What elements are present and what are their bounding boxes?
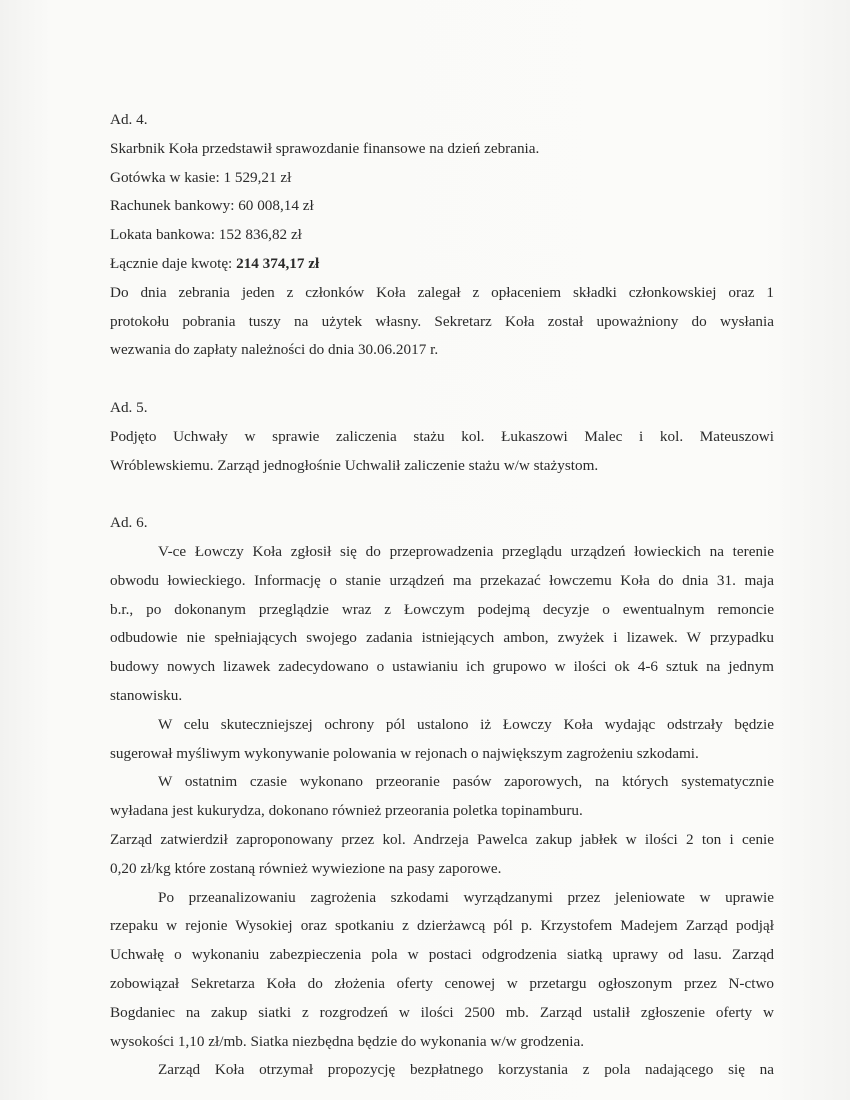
text-line: 0,20 zł/kg które zostaną również wywiezione na pasy zaporowe.: [110, 859, 502, 877]
text-line: W celu skuteczniejszej ochrony pól ustalono iż Łowczy Koła wydając odstrzały będzie: [158, 715, 774, 733]
text-line: rzepaku w rejonie Wysokiej oraz spotkaniu z dzierżawcą pól p. Krzystofem Madejem Zarząd podjął: [110, 917, 774, 935]
paragraph-gap: [110, 480, 774, 509]
text-line-total: [110, 250, 774, 279]
text-line: b.r., po dokonanym przeglądzie wraz z Łowczym podejmą decyzje o ewentualnym remoncie: [110, 600, 774, 618]
text-line: wyładana jest kukurydza, dokonano również przeorania poletka topinamburu.: [110, 802, 583, 820]
document-body: [110, 106, 774, 1085]
total-amount: 214 374,17 zł: [236, 254, 320, 272]
text-line: V-ce Łowczy Koła zgłosił się do przeprowadzenia przeglądu urządzeń łowieckich na terenie: [158, 542, 774, 560]
text-line: wysokości 1,10 zł/mb. Siatka niezbędna będzie do wykonania w/w grodzenia.: [110, 1032, 585, 1050]
total-label: Łącznie daje kwotę:: [110, 254, 237, 272]
text-line: protokołu pobrania tuszy na użytek własny. Sekretarz Koła został upoważniony do wysłania: [110, 312, 774, 330]
text-line: Uchwałę o wykonaniu zabezpieczenia pola w postaci odgrodzenia siatką uprawy od lasu. Zarząd: [110, 946, 774, 964]
text-line: W ostatnim czasie wykonano przeoranie pasów zaporowych, na których systematycznie: [158, 773, 774, 791]
text-line: odbudowie nie spełniających swojego zadania istniejących ambon, zwyżek i lizawek. W przypadku: [110, 629, 774, 647]
text-line: Bogdaniec na zakup siatki z rozgrodzeń w ilości 2500 mb. Zarząd ustalił zgłoszenie oferty w: [110, 1003, 774, 1021]
text-line: zobowiązał Sekretarza Koła do złożenia oferty cenowej w przetargu ogłoszonym przez N-ctwo: [110, 974, 774, 992]
text-line: Do dnia zebrania jeden z członków Koła zalegał z opłaceniem składki członkowskiej oraz 1: [110, 283, 774, 301]
section-heading-ad5: Ad. 5.: [110, 398, 148, 416]
text-line-bank-account: Rachunek bankowy: 60 008,14 zł: [110, 197, 314, 215]
text-line: budowy nowych lizawek zadecydowano o ustawianiu ich grupowo w ilości ok 4-6 sztuk na jednym: [110, 658, 774, 676]
text-line: Podjęto Uchwały w sprawie zaliczenia stażu kol. Łukaszowi Malec i kol. Mateuszowi: [110, 427, 774, 445]
text-line: Skarbnik Koła przedstawił sprawozdanie finansowe na dzień zebrania.: [110, 139, 540, 157]
text-line: Po przeanalizowaniu zagrożenia szkodami wyrządzanymi przez jeleniowate w uprawie: [158, 888, 774, 906]
section-heading-ad6: Ad. 6.: [110, 514, 148, 532]
text-line: wezwania do zapłaty należności do dnia 30.06.2017 r.: [110, 341, 439, 359]
paragraph-gap: [110, 365, 774, 394]
text-line-bank-deposit: Lokata bankowa: 152 836,82 zł: [110, 226, 302, 244]
text-line: obwodu łowieckiego. Informację o stanie urządzeń ma przekazać łowczemu Koła do dnia 31. maja: [110, 571, 774, 589]
section-heading-ad4: Ad. 4.: [110, 111, 148, 128]
text-line: Wróblewskiemu. Zarząd jednogłośnie Uchwalił zaliczenie stażu w/w stażystom.: [110, 456, 599, 474]
text-line: Zarząd zatwierdził zaproponowany przez kol. Andrzeja Pawelca zakup jabłek w ilości 2 ton i cenie: [110, 830, 774, 848]
text-line: stanowisku.: [110, 686, 183, 704]
text-line-cash: Gotówka w kasie: 1 529,21 zł: [110, 168, 292, 186]
text-line: Zarząd Koła otrzymał propozycję bezpłatnego korzystania z pola nadającego się na: [158, 1061, 774, 1079]
text-line: sugerował myśliwym wykonywanie polowania w rejonach o największym zagrożeniu szkodami.: [110, 744, 699, 762]
